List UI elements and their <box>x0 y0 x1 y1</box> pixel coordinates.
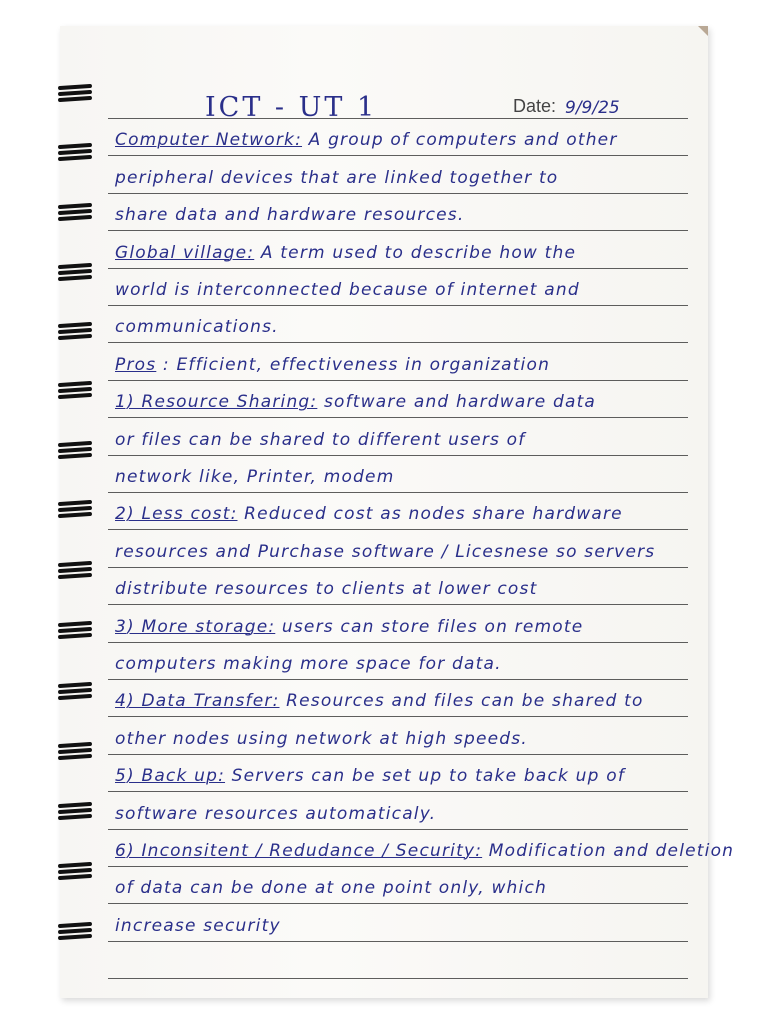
note-term: 5) Back up: <box>115 766 226 787</box>
spiral-ring <box>58 621 94 641</box>
ruled-line <box>108 866 688 867</box>
note-text: Reduced cost as nodes share hardware <box>237 504 623 525</box>
note-line <box>115 280 695 300</box>
ruled-line <box>108 791 688 792</box>
note-text: of data can be done at one point only, which <box>115 878 547 899</box>
spiral-ring <box>58 84 94 104</box>
note-text: software and hardware data <box>317 392 597 413</box>
note-text: Servers can be set up to take back up of <box>225 766 626 787</box>
spiral-ring <box>58 561 94 581</box>
note-term: Pros <box>115 354 157 375</box>
note-line <box>115 878 695 898</box>
note-line <box>115 617 695 637</box>
note-text: or files can be shared to different users of <box>115 429 526 450</box>
note-line <box>115 130 695 150</box>
ruled-line <box>108 829 688 830</box>
ruled-line <box>108 642 688 643</box>
ruled-line <box>108 978 688 979</box>
note-line <box>115 504 695 524</box>
note-text: Resources and files can be shared to <box>279 691 644 712</box>
note-text: distribute resources to clients at lower cost <box>115 579 538 600</box>
ruled-line <box>108 754 688 755</box>
spiral-ring <box>58 922 94 942</box>
ruled-line <box>108 268 688 269</box>
ruled-line <box>108 455 688 456</box>
ruled-line <box>108 230 688 231</box>
notebook-page <box>60 26 735 998</box>
note-term: 2) Less cost: <box>115 504 238 525</box>
ruled-line <box>108 679 688 680</box>
note-term: Global village: <box>115 242 255 263</box>
note-text: increase security <box>115 915 281 936</box>
note-term: 3) More storage: <box>115 616 276 637</box>
ruled-line <box>108 529 688 530</box>
note-text: world is interconnected because of internet and <box>115 280 580 300</box>
note-text: peripheral devices that are linked together to <box>115 167 559 188</box>
spiral-ring <box>58 263 94 283</box>
note-text: share data and hardware resources. <box>115 205 465 226</box>
page-corner <box>698 26 708 36</box>
note-term: 6) Inconsitent / Redudance / Security: <box>115 841 483 861</box>
ruled-line <box>108 417 688 418</box>
note-text: Modification and deletion <box>482 841 735 861</box>
spiral-ring <box>58 381 94 401</box>
ruled-line <box>108 193 688 194</box>
note-text: : Efficient, effectiveness in organization <box>156 354 551 375</box>
date-label: Date: <box>513 96 557 116</box>
note-line <box>115 841 735 861</box>
spiral-ring <box>58 441 94 461</box>
spiral-ring <box>58 322 94 342</box>
note-term: 1) Resource Sharing: <box>115 392 318 413</box>
note-line <box>115 804 695 824</box>
ruled-line <box>108 305 688 306</box>
ruled-line <box>108 941 688 942</box>
note-text: network like, Printer, modem <box>115 467 395 487</box>
note-line <box>115 691 695 711</box>
note-line <box>115 355 695 375</box>
note-line <box>115 654 695 674</box>
note-text: resources and Purchase software / Licesnese so servers <box>115 541 656 562</box>
note-line <box>115 766 695 786</box>
spiral-ring <box>58 682 94 702</box>
ruled-line <box>108 118 688 119</box>
note-text: software resources automaticaly. <box>115 803 437 824</box>
note-text: communications. <box>115 317 279 338</box>
note-line <box>115 392 695 412</box>
note-line <box>115 729 695 749</box>
ruled-line <box>108 155 688 156</box>
spiral-ring <box>58 500 94 520</box>
note-line <box>115 430 695 450</box>
note-line <box>115 542 695 562</box>
ruled-line <box>108 567 688 568</box>
note-line <box>115 168 695 188</box>
note-text: A group of computers and other <box>302 130 618 151</box>
note-line <box>115 467 695 487</box>
note-text: users can store files on remote <box>275 616 584 637</box>
note-line <box>115 205 695 225</box>
spiral-ring <box>58 862 94 882</box>
page-title: ICT - UT 1 <box>205 92 378 123</box>
note-term: 4) Data Transfer: <box>115 691 280 712</box>
ruled-line <box>108 604 688 605</box>
ruled-line <box>108 380 688 381</box>
note-text: computers making more space for data. <box>115 654 502 674</box>
date-value: 9/9/25 <box>565 98 620 118</box>
note-line <box>115 243 695 263</box>
spiral-ring <box>58 742 94 762</box>
note-term: Computer Network: <box>115 130 303 151</box>
spiral-ring <box>58 143 94 163</box>
spiral-ring <box>58 802 94 822</box>
note-line <box>115 916 695 936</box>
ruled-line <box>108 716 688 717</box>
note-text: other nodes using network at high speeds. <box>115 728 528 749</box>
ruled-line <box>108 903 688 904</box>
note-line <box>115 579 695 599</box>
ruled-line <box>108 492 688 493</box>
spiral-ring <box>58 203 94 223</box>
ruled-line <box>108 342 688 343</box>
note-text: A term used to describe how the <box>254 242 577 263</box>
note-line <box>115 317 695 337</box>
